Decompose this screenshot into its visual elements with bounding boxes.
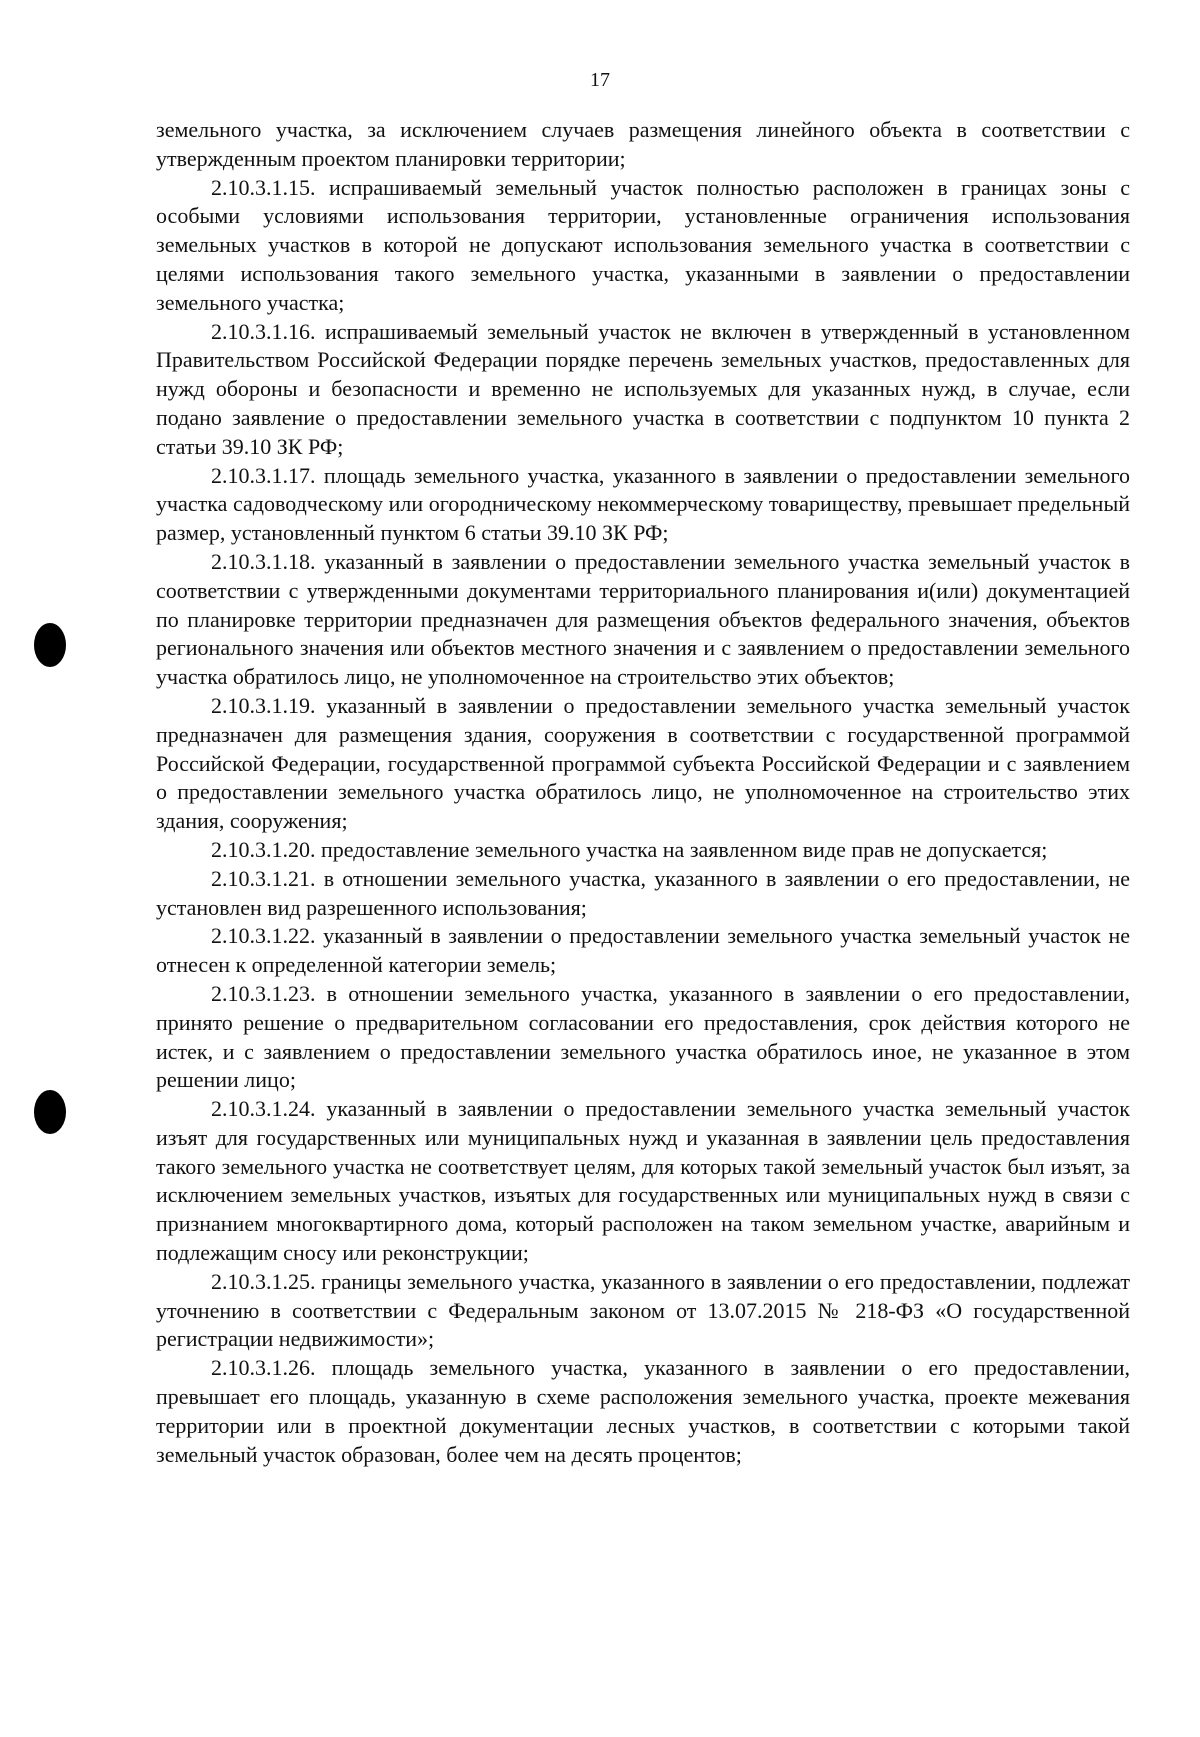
page-number: 17 xyxy=(590,69,610,91)
paragraph-2-10-3-1-18: 2.10.3.1.18. указанный в заявлении о предоставлении земельного участка земельный участок в соответствии с утвержденными документами территориального планирования и(или) документацией по планировке территории предназначен для размещения объектов федерального значения, объектов регионального значения или объектов местного значения и с заявлением о предоставлении земельного участка обратилось лицо, не уполномоченное на строительство этих объектов; xyxy=(156,548,1130,690)
paragraph-2-10-3-1-17: 2.10.3.1.17. площадь земельного участка, указанного в заявлении о предоставлении земельного участка садоводческому или огородническому некоммерческому товариществу, превышает предельный размер, установленный пунктом 6 статьи 39.10 ЗК РФ; xyxy=(156,462,1130,546)
paragraph-2-10-3-1-21: 2.10.3.1.21. в отношении земельного участка, указанного в заявлении о его предоставлении, не установлен вид разрешенного использования; xyxy=(156,865,1130,920)
paragraph-2-10-3-1-24: 2.10.3.1.24. указанный в заявлении о предоставлении земельного участка земельный участок изъят для государственных или муниципальных нужд и указанная в заявлении цель предоставления такого земельного участка не соответствует целям, для которых такой земельный участок был изъят, за исключением земельных участков, изъятых для государственных или муниципальных нужд в связи с признанием многоквартирного дома, который расположен на таком земельном участке, аварийным и подлежащим сносу или реконструкции; xyxy=(156,1096,1130,1266)
paragraph-2-10-3-1-15: 2.10.3.1.15. испрашиваемый земельный участок полностью расположен в границах зоны с особыми условиями использования территории, установленные ограничения использования земельных участков в которой не допускают использования земельного участка в соответствии с целями использования такого земельного участка, указанными в заявлении о предоставлении земельного участка; xyxy=(156,174,1130,315)
paragraph-2-10-3-1-19: 2.10.3.1.19. указанный в заявлении о предоставлении земельного участка земельный участок предназначен для размещения здания, сооружения в соответствии с государственной программой Российской Федерации, государственной программой субъекта Российской Федерации и с заявлением о предоставлении земельного участка обратилось лицо, не уполномоченное на строительство этих здания, сооружения; xyxy=(156,692,1130,834)
paragraph-2-10-3-1-22: 2.10.3.1.22. указанный в заявлении о предоставлении земельного участка земельный участок не отнесен к определенной категории земель; xyxy=(156,923,1130,978)
punch-hole-mark xyxy=(34,623,66,667)
paragraph-2-10-3-1-25: 2.10.3.1.25. границы земельного участка, указанного в заявлении о его предоставлении, подлежат уточнению в соответствии с Федеральным законом от 13.07.2015 № 218-ФЗ «О государственной регистрации недвижимости»; xyxy=(156,1268,1130,1352)
paragraph-2-10-3-1-20: 2.10.3.1.20. предоставление земельного участка на заявленном виде прав не допускается; xyxy=(211,836,1048,862)
document-body xyxy=(156,116,1130,1469)
paragraph-continuation: земельного участка, за исключением случаев размещения линейного объекта в соответствии с утвержденным проектом планировки территории; xyxy=(156,117,1130,171)
paragraph-2-10-3-1-23: 2.10.3.1.23. в отношении земельного участка, указанного в заявлении о его предоставлении, принято решение о предварительном согласовании его предоставления, срок действия которого не истек, и с заявлением о предоставлении земельного участка обратилось иное, не указанное в этом решении лицо; xyxy=(156,980,1130,1093)
paragraph-2-10-3-1-16: 2.10.3.1.16. испрашиваемый земельный участок не включен в утвержденный в установленном Правительством Российской Федерации порядке перечень земельных участков, предоставленных для нужд обороны и безопасности и временно не используемых для указанных нужд, в случае, если подано заявление о предоставлении земельного участка в соответствии с подпунктом 10 пункта 2 статьи 39.10 ЗК РФ; xyxy=(156,318,1130,459)
paragraph-2-10-3-1-26: 2.10.3.1.26. площадь земельного участка, указанного в заявлении о его предоставлении, превышает его площадь, указанную в схеме расположения земельного участка, проекте межевания территории или в проектной документации лесных участков, в соответствии с которыми такой земельный участок образован, более чем на десять процентов; xyxy=(156,1355,1130,1467)
punch-hole-mark xyxy=(34,1090,66,1134)
